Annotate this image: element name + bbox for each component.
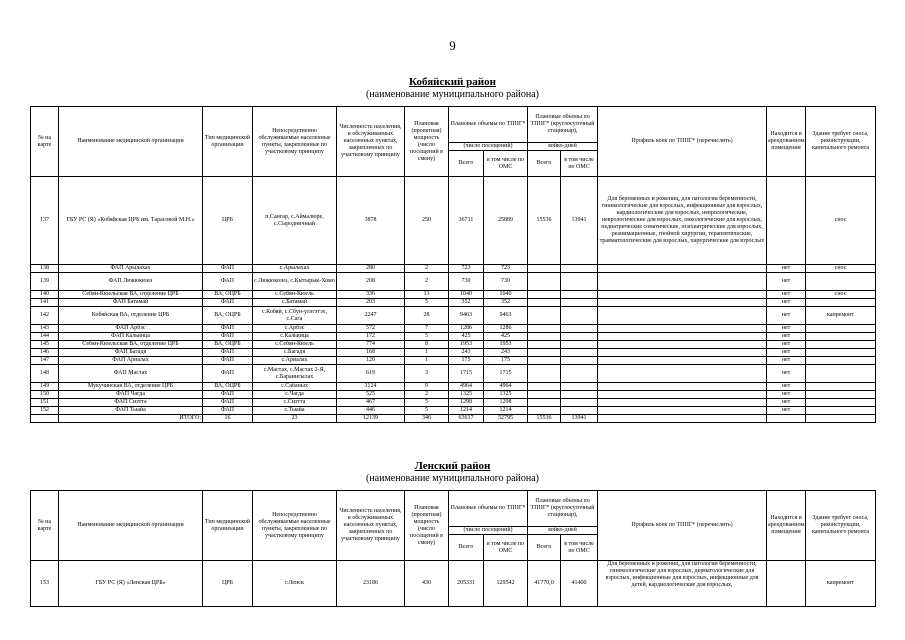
cell-num: 138 (31, 265, 59, 273)
total-visits-oms: 52795 (484, 415, 528, 423)
cell-capacity: 2 (405, 265, 449, 273)
cell-beds-total (528, 349, 561, 357)
cell-num: 153 (31, 561, 59, 607)
cell-settlements: с.Багадя (253, 349, 337, 357)
cell-settlements: с.Мастах, с.Мастах 2-Я, с.Бараингылах (253, 365, 337, 383)
cell-repair (806, 407, 876, 415)
header-capacity: Плановая (проектная) мощность (число посещений в смену) (405, 491, 449, 561)
header-org: Наименование медицинской организации (59, 491, 203, 561)
cell-population: 619 (337, 365, 405, 383)
cell-empty (598, 415, 767, 423)
page-number: 9 (449, 38, 456, 53)
table-row (31, 291, 876, 299)
cell-org: ФАП Арылахах (59, 265, 203, 273)
district-title-kobyai: Кобяйский район (409, 76, 496, 88)
cell-repair (806, 341, 876, 349)
cell-beds-oms (561, 333, 598, 341)
cell-beds-total (528, 407, 561, 415)
cell-visits-total: 1040 (449, 291, 484, 299)
cell-empty (767, 415, 806, 423)
header-repair: Здание требует сноса, реконструкции, капитального ремонта (806, 491, 876, 561)
table-row (31, 273, 876, 291)
header-rent: Находится в арендованном помещении (767, 107, 806, 177)
cell-population: 3878 (337, 177, 405, 265)
cell-org: ФАП Тыайа (59, 407, 203, 415)
table-row (31, 265, 876, 273)
header-beds-group: Плановые объемы по ТППГ* (круглосуточный стационар), (528, 491, 598, 527)
cell-profile (598, 325, 767, 333)
cell-empty (31, 415, 59, 423)
cell-num: 150 (31, 391, 59, 399)
table-row (31, 177, 876, 265)
total-capacity: 346 (405, 415, 449, 423)
cell-repair (806, 333, 876, 341)
header-visits-sub: (число посещений) (449, 527, 528, 535)
cell-visits-total: 425 (449, 333, 484, 341)
cell-visits-oms: 1325 (484, 391, 528, 399)
cell-settlements: с.Себян-Кюель (253, 341, 337, 349)
cell-profile (598, 299, 767, 307)
cell-repair (806, 273, 876, 291)
cell-settlements: г.Ленск (253, 561, 337, 607)
cell-population: 168 (337, 349, 405, 357)
cell-visits-oms: 4964 (484, 383, 528, 391)
header-beds-total: Всего (528, 535, 561, 561)
cell-rent: нет (767, 273, 806, 291)
cell-profile (598, 265, 767, 273)
cell-rent: нет (767, 325, 806, 333)
table-row (31, 407, 876, 415)
cell-type: ВА, ОЦРБ (203, 383, 253, 391)
cell-beds-oms: 13941 (561, 177, 598, 265)
cell-capacity: 28 (405, 307, 449, 325)
cell-visits-total: 175 (449, 357, 484, 365)
cell-beds-oms (561, 349, 598, 357)
cell-profile (598, 307, 767, 325)
cell-num: 144 (31, 333, 59, 341)
header-type: Тип медицинской организации (203, 107, 253, 177)
cell-capacity: 5 (405, 333, 449, 341)
cell-population: 572 (337, 325, 405, 333)
cell-visits-oms: 243 (484, 349, 528, 357)
cell-settlements: с.Сиэтта (253, 399, 337, 407)
cell-type: ФАП (203, 333, 253, 341)
cell-repair (806, 349, 876, 357)
header-type: Тип медицинской организации (203, 491, 253, 561)
cell-org: ГБУ РС (Я) «Ленская ЦРБ» (59, 561, 203, 607)
cell-visits-oms: 1286 (484, 325, 528, 333)
cell-visits-total: 36711 (449, 177, 484, 265)
cell-visits-total: 4964 (449, 383, 484, 391)
cell-visits-total: 1325 (449, 391, 484, 399)
table-row (31, 299, 876, 307)
cell-num: 147 (31, 357, 59, 365)
cell-profile (598, 341, 767, 349)
header-beds-total: Всего (528, 151, 561, 177)
header-profile: Профиль коек по ТППГ* (перечислить) (598, 491, 767, 561)
table-row (31, 325, 876, 333)
cell-population: 467 (337, 399, 405, 407)
cell-profile (598, 399, 767, 407)
cell-num: 151 (31, 399, 59, 407)
total-type: 16 (203, 415, 253, 423)
cell-capacity: 5 (405, 299, 449, 307)
cell-rent: нет (767, 299, 806, 307)
cell-repair (806, 399, 876, 407)
header-beds-group: Плановые объемы по ТППГ* (круглосуточный стационар), (528, 107, 598, 143)
cell-beds-oms (561, 265, 598, 273)
cell-visits-total: 1286 (449, 325, 484, 333)
cell-type: ВА, ОЦРБ (203, 291, 253, 299)
cell-population: 203 (337, 299, 405, 307)
total-label: ИТОГО: (59, 415, 203, 423)
cell-population: 446 (337, 407, 405, 415)
cell-visits-oms: 1040 (484, 291, 528, 299)
cell-visits-total: 243 (449, 349, 484, 357)
cell-visits-oms: 723 (484, 265, 528, 273)
cell-beds-oms (561, 391, 598, 399)
cell-beds-total (528, 341, 561, 349)
cell-org: ФАП Чагда (59, 391, 203, 399)
cell-population: 1124 (337, 383, 405, 391)
cell-settlements: с.Ариалах (253, 357, 337, 365)
cell-visits-oms: 1715 (484, 365, 528, 383)
table-row (31, 365, 876, 383)
cell-settlements: с.Кобяй, с.Сбун-улэгэтэх, с.Сага (253, 307, 337, 325)
cell-num: 137 (31, 177, 59, 265)
table-row (31, 341, 876, 349)
cell-capacity: 430 (405, 561, 449, 607)
cell-repair (806, 391, 876, 399)
cell-beds-oms (561, 383, 598, 391)
cell-settlements: с.Чагда (253, 391, 337, 399)
cell-rent: нет (767, 291, 806, 299)
cell-profile (598, 291, 767, 299)
header-visits-oms: в том числе по ОМС (484, 535, 528, 561)
cell-capacity: 2 (405, 391, 449, 399)
cell-rent (767, 177, 806, 265)
cell-beds-total (528, 325, 561, 333)
cell-profile (598, 391, 767, 399)
cell-visits-total: 723 (449, 265, 484, 273)
cell-settlements: с.Люкюкюнэ, с.Кытырык-Хомо (253, 273, 337, 291)
header-org: Наименование медицинской организации (59, 107, 203, 177)
cell-beds-total (528, 391, 561, 399)
cell-population: 774 (337, 341, 405, 349)
cell-org: ФАП Багадя (59, 349, 203, 357)
cell-beds-total (528, 299, 561, 307)
cell-capacity: 1 (405, 357, 449, 365)
total-settlements: 23 (253, 415, 337, 423)
cell-beds-oms (561, 341, 598, 349)
cell-org: ФАП Люкюкюнэ (59, 273, 203, 291)
cell-num: 145 (31, 341, 59, 349)
cell-population: 208 (337, 273, 405, 291)
cell-visits-oms: 730 (484, 273, 528, 291)
cell-rent: нет (767, 341, 806, 349)
header-population: Численность населения, в обслуживаемых населенных пунктах, закрепленных по участковому принципу (337, 491, 405, 561)
cell-org: Себян-Кюельская ВА, отделение ЦРБ (59, 341, 203, 349)
header-profile: Профиль коек по ТППГ* (перечислить) (598, 107, 767, 177)
cell-rent: нет (767, 365, 806, 383)
cell-rent: нет (767, 357, 806, 365)
cell-population: 172 (337, 333, 405, 341)
cell-num: 141 (31, 299, 59, 307)
header-beds-oms: в том числе по ОМС (561, 535, 598, 561)
cell-beds-total (528, 265, 561, 273)
cell-capacity: 8 (405, 341, 449, 349)
header-repair: Здание требует сноса, реконструкции, капитального ремонта (806, 107, 876, 177)
cell-org: ФАП Арбэс (59, 325, 203, 333)
cell-population: 2247 (337, 307, 405, 325)
cell-capacity: 5 (405, 399, 449, 407)
cell-num: 148 (31, 365, 59, 383)
cell-beds-oms (561, 273, 598, 291)
cell-type: ФАП (203, 407, 253, 415)
cell-visits-total: 1298 (449, 399, 484, 407)
header-visits-total: Всего (449, 151, 484, 177)
cell-num: 152 (31, 407, 59, 415)
cell-profile (598, 273, 767, 291)
cell-capacity: 9 (405, 383, 449, 391)
cell-rent: нет (767, 383, 806, 391)
header-beds-sub: койко-дней (528, 527, 598, 535)
header-visits-total: Всего (449, 535, 484, 561)
cell-visits-oms: 129542 (484, 561, 528, 607)
cell-visits-oms: 1214 (484, 407, 528, 415)
cell-profile (598, 357, 767, 365)
table-row (31, 349, 876, 357)
cell-settlements: с.Кальвица (253, 333, 337, 341)
cell-settlements: с.Тыайа (253, 407, 337, 415)
cell-capacity: 3 (405, 365, 449, 383)
cell-visits-oms: 1953 (484, 341, 528, 349)
cell-capacity: 13 (405, 291, 449, 299)
header-population: Численность населения, в обслуживаемых населенных пунктах, закрепленных по участковому принципу (337, 107, 405, 177)
header-beds-oms: в том числе по ОМС (561, 151, 598, 177)
cell-profile (598, 383, 767, 391)
cell-visits-total: 730 (449, 273, 484, 291)
cell-visits-oms: 175 (484, 357, 528, 365)
cell-type: ФАП (203, 357, 253, 365)
cell-beds-total (528, 273, 561, 291)
cell-visits-oms: 425 (484, 333, 528, 341)
cell-capacity: 7 (405, 325, 449, 333)
cell-population: 525 (337, 391, 405, 399)
cell-type: ВА, ОЦРБ (203, 307, 253, 325)
cell-settlements: п.Сангар, с.Аймалюре, с.Сыродничный (253, 177, 337, 265)
cell-num: 140 (31, 291, 59, 299)
table-row (31, 357, 876, 365)
cell-beds-total (528, 291, 561, 299)
cell-repair: снос (806, 265, 876, 273)
total-visits-total: 63617 (449, 415, 484, 423)
table-row (31, 383, 876, 391)
cell-org: Мукучинская ВА, отделение ЦРБ (59, 383, 203, 391)
cell-rent: нет (767, 399, 806, 407)
cell-repair: капремонт (806, 561, 876, 607)
table-row (31, 561, 876, 607)
header-visits-sub: (число посещений) (449, 143, 528, 151)
cell-settlements: с.Арылахах (253, 265, 337, 273)
cell-type: ЦРБ (203, 561, 253, 607)
cell-capacity: 2 (405, 273, 449, 291)
cell-beds-total (528, 333, 561, 341)
cell-visits-total: 1953 (449, 341, 484, 349)
cell-repair: капремонт (806, 307, 876, 325)
cell-beds-oms (561, 407, 598, 415)
cell-profile (598, 333, 767, 341)
cell-beds-oms (561, 357, 598, 365)
cell-rent: нет (767, 349, 806, 357)
cell-org: Себян-Кюельская ВА, отделение ЦРБ (59, 291, 203, 299)
cell-rent: нет (767, 333, 806, 341)
cell-repair (806, 357, 876, 365)
facilities-table-lensk (30, 490, 876, 607)
cell-beds-total (528, 383, 561, 391)
cell-capacity: 250 (405, 177, 449, 265)
cell-num: 142 (31, 307, 59, 325)
header-num: № на карте (31, 107, 59, 177)
cell-repair (806, 299, 876, 307)
cell-type: ФАП (203, 391, 253, 399)
cell-visits-total: 352 (449, 299, 484, 307)
cell-profile: Для беременных и рожениц, для патологии беременности, гинекологические для взрослых, инфекционные для взрослых, кардиологические для взрослых, неврологические, неврологические для взрослых, онкологические для взрослых, педиатрические соматические, психиатрические для взрослых, реанимационные, гнойной хирургии, терапевтические, травматологические для взрослых, хирургические для взрослых (598, 177, 767, 265)
cell-settlements: с.Себян-Кюель (253, 291, 337, 299)
cell-population: 336 (337, 291, 405, 299)
cell-repair: снос (806, 177, 876, 265)
cell-org: ФАП Сиэтта (59, 399, 203, 407)
district-title-lensk: Ленский район (414, 460, 491, 472)
table-row (31, 333, 876, 341)
cell-beds-oms (561, 291, 598, 299)
cell-settlements: с.Арбэс (253, 325, 337, 333)
cell-visits-oms: 1298 (484, 399, 528, 407)
cell-visits-oms: 9463 (484, 307, 528, 325)
cell-repair: снос (806, 291, 876, 299)
cell-settlements: с.Сабаных (253, 383, 337, 391)
cell-population: 23186 (337, 561, 405, 607)
cell-population: 280 (337, 265, 405, 273)
header-visits-oms: в том числе по ОМС (484, 151, 528, 177)
cell-population: 120 (337, 357, 405, 365)
cell-beds-oms: 41400 (561, 561, 598, 607)
cell-beds-oms (561, 365, 598, 383)
cell-repair (806, 325, 876, 333)
cell-type: ВА, ОЦРБ (203, 341, 253, 349)
cell-beds-total (528, 307, 561, 325)
cell-profile (598, 365, 767, 383)
cell-type: ФАП (203, 365, 253, 383)
cell-type: ФАП (203, 349, 253, 357)
cell-repair (806, 383, 876, 391)
cell-org: ФАП Батамай (59, 299, 203, 307)
cell-rent: нет (767, 407, 806, 415)
cell-profile (598, 349, 767, 357)
cell-rent: нет (767, 307, 806, 325)
cell-org: ФАП Ариалах (59, 357, 203, 365)
header-rent: Находится в арендованном помещении (767, 491, 806, 561)
cell-visits-total: 1214 (449, 407, 484, 415)
cell-settlements: с.Батамай (253, 299, 337, 307)
cell-beds-oms (561, 299, 598, 307)
cell-beds-total (528, 357, 561, 365)
cell-org: ФАП Мастах (59, 365, 203, 383)
cell-beds-oms (561, 307, 598, 325)
cell-rent: нет (767, 391, 806, 399)
cell-org: Кобяйская ВА, отделение ЦРБ (59, 307, 203, 325)
cell-beds-total (528, 399, 561, 407)
cell-visits-oms: 25889 (484, 177, 528, 265)
header-settlements: Непосредственно обслуживаемые населенные пункты, закрепленные по участковому принципу (253, 491, 337, 561)
cell-capacity: 5 (405, 407, 449, 415)
district-subtitle-lensk: (наименование муниципального района) (365, 473, 540, 484)
cell-beds-oms (561, 399, 598, 407)
district-subtitle-kobyai: (наименование муниципального района) (365, 89, 540, 100)
header-settlements: Непосредственно обслуживаемые населенные пункты, закрепленные по участковому принципу (253, 107, 337, 177)
cell-num: 143 (31, 325, 59, 333)
total-beds-total: 15536 (528, 415, 561, 423)
cell-type: ЦРБ (203, 177, 253, 265)
cell-type: ФАП (203, 325, 253, 333)
cell-org: ФАП Кальвица (59, 333, 203, 341)
total-beds-oms: 13941 (561, 415, 598, 423)
cell-beds-total: 41770,0 (528, 561, 561, 607)
cell-repair (806, 365, 876, 383)
cell-type: ФАП (203, 299, 253, 307)
cell-visits-total: 1715 (449, 365, 484, 383)
facilities-table-kobyai (30, 106, 876, 423)
cell-beds-total: 15536 (528, 177, 561, 265)
header-num: № на карте (31, 491, 59, 561)
total-row (31, 415, 876, 423)
cell-rent (767, 561, 806, 607)
cell-empty (806, 415, 876, 423)
table-row (31, 307, 876, 325)
table-row (31, 399, 876, 407)
header-capacity: Плановая (проектная) мощность (число посещений в смену) (405, 107, 449, 177)
cell-capacity: 1 (405, 349, 449, 357)
cell-num: 149 (31, 383, 59, 391)
header-visits-group: Плановые объемы по ТППГ* (449, 491, 528, 527)
cell-num: 146 (31, 349, 59, 357)
cell-org: ГБУ РС (Я) «Кобяйская ЦРБ им. Тарасовой М.Н.» (59, 177, 203, 265)
cell-type: ФАП (203, 265, 253, 273)
cell-visits-total: 9463 (449, 307, 484, 325)
header-visits-group: Плановые объемы по ТППГ* (449, 107, 528, 143)
cell-type: ФАП (203, 399, 253, 407)
cell-beds-oms (561, 325, 598, 333)
header-beds-sub: койко-дней (528, 143, 598, 151)
table-row (31, 391, 876, 399)
cell-visits-oms: 352 (484, 299, 528, 307)
cell-rent: нет (767, 265, 806, 273)
cell-profile: Для беременных и рожениц, для патологии беременности, гинекологические для взрослых, дерматологические для взрослых, инфекционные для взрослых, инфекционные для детей, кардиологические для взрослых, (598, 561, 767, 607)
cell-profile (598, 407, 767, 415)
total-population: 12139 (337, 415, 405, 423)
cell-beds-total (528, 365, 561, 383)
cell-num: 139 (31, 273, 59, 291)
cell-type: ФАП (203, 273, 253, 291)
cell-visits-total: 205331 (449, 561, 484, 607)
